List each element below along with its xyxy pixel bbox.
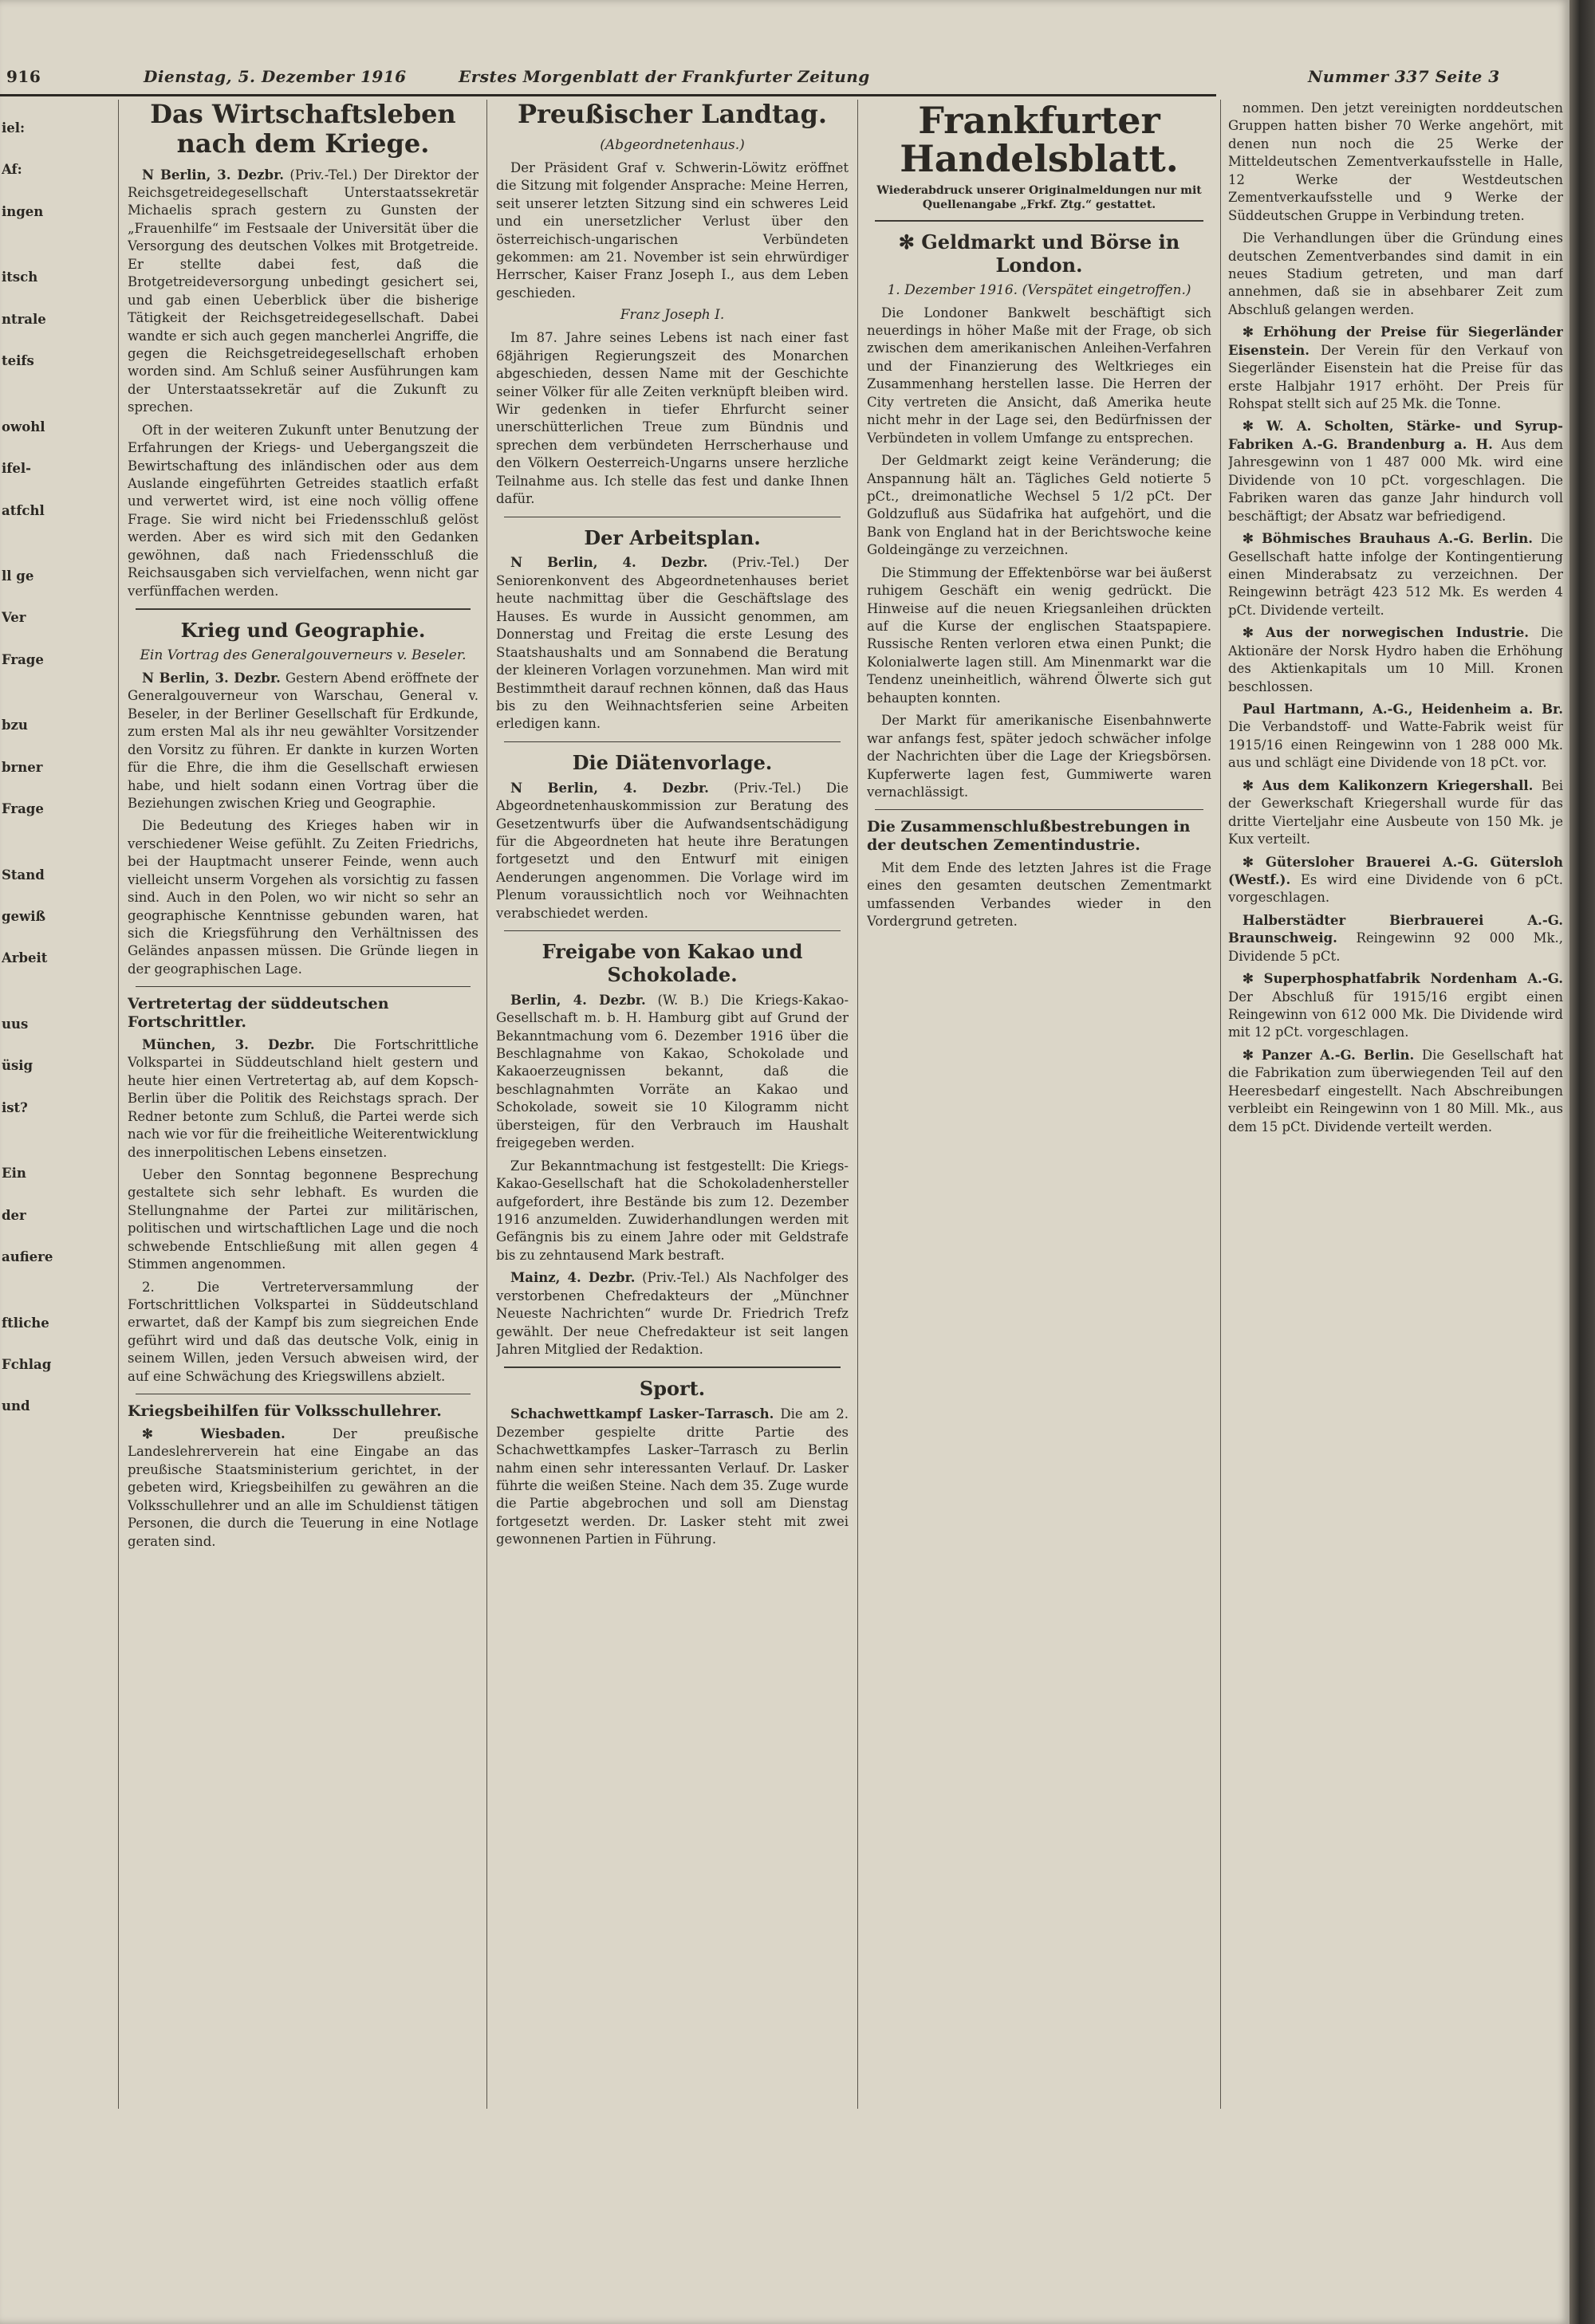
article-paragraph: Der Präsident Graf v. Schwerin-Löwitz eröffnet die Sitzung mit folgender Ansprache: Meine Herren, seit unserer letzten Sitzung sind ein schweres Leid und ein unersetzlicher Verlust über den österreichisch-ungarischen Verbündeten gekommen: am 21. November ist sein ehrwürdiger Herrscher, Kaiser Franz Joseph I., aus dem Leben geschieden. — [496, 159, 849, 301]
company-name: ✻ Superphosphatfabrik Nordenham A.-G. — [1243, 971, 1563, 987]
section-divider — [504, 930, 841, 931]
article-paragraph — [128, 1425, 478, 1551]
dateline: N Berlin, 4. Dezbr. — [510, 555, 708, 571]
text-fragment: Frage — [2, 651, 44, 667]
article-headline: Das Wirtschaftsleben nach dem Kriege. — [150, 100, 456, 159]
text-fragment: üsig — [2, 1058, 33, 1074]
article-paragraph: Der Markt für amerikanische Eisenbahnwerte war anfangs fest, später jedoch schwächer infolge der Nachrichten über die Lage der Kriegsbörsen. Kupferwerte lagen fest, Gummiwerte waren vernachlässigt. — [867, 713, 1211, 800]
business-item — [1228, 1047, 1563, 1136]
article-paragraph: Die Bedeutung des Krieges haben wir in verschiedener Weise gefühlt. Zu Zeiten Friedrichs, bei der Hauptmacht unserer Feinde, wenn auch vielleicht unserm Vorgehen als vorsichtig zu fassen sind. Auch in den Polen, wo wir nicht so sehr an geographische Kenntnisse gebunden waren, hat sich die Kriegsführung den Verhältnissen des Geländes anpassen müssen. Die Gründe liegen in der geographischen Lage. — [128, 818, 478, 977]
text-fragment: gewiß — [2, 909, 46, 924]
text-fragment: atfchl — [2, 502, 45, 518]
text-fragment: Af: — [2, 162, 22, 178]
column-rule — [857, 100, 858, 2109]
paragraph-text: Gestern Abend eröffnete der Generalgouverneur von Warschau, General v. Beseler, in der Berliner Gesellschaft für Erdkunde, zum ersten Mal als ihr neu gewählter Vorsitzender den Vorsitz zu führen. Er dankte in kurzen Worten für die Ehre, die ihm die Gesellschaft erwiesen habe, und hielt sodann einen Vortrag über die Beziehungen zwischen Krieg und Geographie. — [128, 670, 478, 811]
business-item — [1228, 324, 1563, 413]
section-divider — [504, 741, 841, 742]
article-subheading: (Abgeordnetenhaus.) — [600, 136, 745, 153]
text-fragment: Frage — [2, 801, 44, 817]
article-paragraph: Zur Bekanntmachung ist festgestellt: Die Kriegs-Kakao-Gesellschaft hat die Schokoladenhersteller aufgefordert, ihre Bestände bis zum 12. Dezember 1916 anzumelden. Zuwiderhandlungen werden mit Gefängnis bis zu einem Jahre oder mit Geldstrafe bis zu zehntausend Mark bestraft. — [496, 1158, 849, 1263]
paragraph-text: Die Fortschrittliche Volkspartei in Süddeutschland hielt gestern und heute hier einen Vertretertag ab, auf dem Kopsch-Berlin über die Politik des Reichstags sprach. Der Redner betonte zum Schluß, die Partei werde sich nach wie vor für die freiheitliche Weiterentwicklung des innerpolitischen Lebens einsetzen. — [128, 1036, 478, 1160]
section-divider — [136, 608, 471, 610]
column-4 — [1228, 100, 1563, 2117]
article-paragraph — [496, 992, 849, 1153]
column-2 — [496, 100, 849, 2117]
item-text: Die Verbandstoff- und Watte-Fabrik weist für 1915/16 einen Reingewinn von 1 288 000 Mk. aus und schlägt eine Dividende von 18 pCt. vor. — [1228, 719, 1563, 771]
article-paragraph — [128, 167, 478, 417]
header-rule — [0, 94, 1216, 96]
item-text: Es wird eine Dividende von 6 pCt. vorgeschlagen. — [1228, 871, 1563, 906]
item-text: Der Abschluß für 1915/16 ergibt einen Reingewinn von 612 000 Mk. Die Dividende wird mit 12 pCt. vorgeschlagen. — [1228, 989, 1563, 1040]
business-item — [1228, 530, 1563, 619]
article-headline: Die Diätenvorlage. — [572, 750, 773, 774]
business-item — [1228, 777, 1563, 849]
column-rule — [486, 100, 487, 2109]
edition-name: Erstes Morgenblatt der Frankfurter Zeitung — [459, 67, 870, 86]
running-head — [0, 67, 1563, 91]
section-divider — [875, 809, 1203, 810]
text-fragment: iel: — [2, 120, 26, 136]
article-paragraph — [496, 1406, 849, 1549]
article-headline: Der Arbeitsplan. — [584, 525, 761, 549]
page-number-right: Nummer 337 Seite 3 — [1308, 67, 1500, 86]
company-name: Halberstädter Bierbrauerei A.-G. Braunschweig. — [1228, 912, 1563, 946]
company-name: ✻ Aus dem Kalikonzern Kriegershall. — [1243, 777, 1534, 793]
text-fragment: ist? — [2, 1099, 28, 1115]
source-tag: (Priv.-Tel.) — [289, 167, 358, 183]
dateline: ✻ Wiesbaden. — [142, 1426, 286, 1442]
text-fragment: ingen — [2, 203, 44, 219]
article-subheading: Ein Vortrag des Generalgouverneurs v. Beseler. — [140, 647, 467, 663]
source-tag: (Priv.-Tel.) — [733, 780, 801, 796]
text-fragment: Arbeit — [2, 950, 48, 966]
article-paragraph — [496, 780, 849, 923]
article-headline: Preußischer Landtag. — [517, 100, 828, 129]
page-number-left: 916 — [6, 67, 41, 86]
source-tag: (Priv.-Tel.) — [731, 555, 800, 571]
section-masthead: Frankfurter Handelsblatt. — [900, 100, 1179, 181]
article-paragraph: Oft in der weiteren Zukunft unter Benutzung der Erfahrungen der Kriegs- und Uebergangszeit die Bewirtschaftung des inländischen oder aus dem Auslande eingeführten Getreides staatlich erfaßt und verwertet wird, ist eine noch völlig offene Frage. Sie wird nicht bei Friedensschluß gelöst werden. Aber es wird sich mit den Gedanken gewöhnen, daß nach Friedensschluß die Reichsausgaben sich vervielfachen, wenn nicht gar verfünffachen werden. — [128, 422, 478, 599]
source-tag: (Priv.-Tel.) — [642, 1270, 710, 1286]
text-fragment: ntrale — [2, 311, 46, 327]
paragraph-text: Der Direktor der Reichsgetreidegesellschaft Unterstaatssekretär Michaelis sprach gestern zu Gunsten der „Frauenhilfe“ im Festsaale der Universität über die Versorgung des deutschen Volkes mit Brotgetreide. Er stellte dabei fest, daß die Brotgetreideversorgung unbedingt gesichert sei, und gab einen Ueberblick über die bisherige Tätigkeit der Reichsgetreidegesellschaft. Dabei wandte er sich auch gegen mancherlei Angriffe, die gegen die Reichsgetreidegesellschaft erhoben worden sind. Am Schluß seiner Ausführungen kam der Unterstaatssekretär auf die Zukunft zu sprechen. — [128, 167, 478, 415]
article-paragraph — [128, 670, 478, 813]
item-text: Bei der Gewerkschaft Kriegershall wurde für das dritte Vierteljahr eine Ausbeute von 150 Mk. je Kux verteilt. — [1228, 777, 1563, 847]
paragraph-text: Der preußische Landeslehrerverein hat eine Eingabe an das preußische Staatsministerium gerichtet, in der gebeten wird, Kriegsbeihilfen zu gewähren an die Volksschullehrer und an alle im Schuldienst tätigen Personen, die durch die Teuerung in eine Notlage geraten sind. — [128, 1426, 478, 1549]
article-paragraph: 2. Die Vertreterversammlung der Fortschrittlichen Volkspartei in Süddeutschland erwartet, daß der Kampf bis zum siegreichen Ende geführt wird und daß das deutsche Volk, einig in seinem Willen, jeden Versuch abweisen wird, der auf eine Schwächung des Kriegswillens abzielt. — [128, 1279, 478, 1384]
article-paragraph: Die Verhandlungen über die Gründung eines deutschen Zementverbandes sind damit in ein neues Stadium getreten, und man darf annehmen, daß sie in absehbarer Zeit zum Abschluß gelangen werden. — [1228, 230, 1563, 317]
paragraph-text: Die am 2. Dezember gespielte dritte Partie des Schachwettkampfes Lasker–Tarrasch zu Berlin nahm einen sehr interessanten Verlauf. Dr. Lasker führte die weißen Steine. Nach dem 35. Zuge wurde die Partie abgebrochen und soll am Dienstag fortgesetzt werden. Dr. Lasker steht mit zwei gewonnenen Partien in Führung. — [496, 1406, 849, 1547]
article-headline: Sport. — [639, 1377, 706, 1401]
dateline: N Berlin, 3. Dezbr. — [142, 167, 284, 183]
text-fragment: brner — [2, 759, 43, 775]
company-name: ✻ Erhöhung der Preise für Siegerländer Eisenstein. — [1228, 324, 1563, 358]
dateline: N Berlin, 3. Dezbr. — [142, 670, 281, 686]
article-paragraph — [496, 554, 849, 733]
source-tag: (W. B.) — [657, 992, 709, 1008]
paragraph-text: Der Seniorenkonvent des Abgeordnetenhauses beriet heute nachmittag über die Geschäftslage des Hauses. Es wurde in Aussicht genommen, am Donnerstag und Freitag die erste Lesung des Staatshaushalts und am Sonnabend die Beratung der kleineren Vorlagen vorzunehmen. Man wird mit Bestimmtheit darauf rechnen können, daß das Haus bis zu den Weihnachtsferien seine Arbeiten erledigen kann. — [496, 555, 849, 732]
cropped-left-column — [2, 120, 113, 2113]
business-item — [1228, 970, 1563, 1042]
article-headline: ✻ Geldmarkt und Börse in London. — [898, 230, 1180, 277]
column-1 — [128, 100, 478, 2117]
text-fragment: ifel- — [2, 461, 31, 477]
text-fragment: Stand — [2, 867, 45, 883]
issue-date: Dienstag, 5. Dezember 1916 — [144, 67, 407, 86]
text-fragment: teifs — [2, 353, 34, 369]
business-item — [1228, 624, 1563, 696]
text-fragment: bzu — [2, 718, 28, 733]
text-fragment: itsch — [2, 269, 38, 285]
text-fragment: und — [2, 1398, 30, 1414]
article-headline: Vertretertag der süddeutschen Fortschrittler. — [128, 995, 389, 1032]
reprint-notice: Wiederabdruck unserer Originalmeldungen nur mit Quellenangabe „Frkf. Ztg.“ gestattet. — [876, 183, 1202, 211]
inline-heading: Franz Joseph I. — [620, 307, 725, 324]
item-text: Die Gesellschaft hatte infolge der Kontingentierung einen Minderabsatz zu verzeichnen. Der Reingewinn beträgt 423 512 Mk. Es werden 4 pCt. Dividende verteilt. — [1228, 531, 1563, 618]
article-paragraph: Ueber den Sonntag begonnene Besprechung gestaltete sich sehr lebhaft. Es wurden die Stellungnahme der Partei zur militärischen, politischen und wirtschaftlichen Lage und die noch schwebende Entschließung mit allen gegen 4 Stimmen angenommen. — [128, 1166, 478, 1272]
company-name: Paul Hartmann, A.-G., Heidenheim a. Br. — [1243, 702, 1563, 717]
text-fragment: uus — [2, 1016, 29, 1032]
text-fragment: ftliche — [2, 1315, 49, 1331]
text-fragment: ll ge — [2, 568, 34, 584]
article-paragraph — [128, 1036, 478, 1162]
item-text: Reingewinn 92 000 Mk., Dividende 5 pCt. — [1228, 930, 1563, 964]
article-paragraph: Die Londoner Bankwelt beschäftigt sich neuerdings in höher Maße mit der Frage, ob sich zwischen dem amerikanischen Anleihen-Verfahren und der Finanzierung des Weltkrieges ein Zusammenhang herstellen lasse. Die Herren der City vertreten die Ansicht, daß Amerika heute nicht mehr in der Lage sei, den Bedürfnissen der Verbündeten in vollem Umfange zu entsprechen. — [867, 305, 1211, 446]
company-name: ✻ Aus der norwegischen Industrie. — [1243, 625, 1529, 641]
text-fragment: Fchlag — [2, 1356, 52, 1372]
company-name: ✻ W. A. Scholten, Stärke- und Syrup-Fabriken A.-G. Brandenburg a. H. — [1228, 419, 1563, 452]
column-3 — [867, 100, 1211, 2117]
dateline: München, 3. Dezbr. — [142, 1036, 315, 1052]
item-text: Die Gesellschaft hat die Fabrikation zum überwiegenden Teil auf den Heeresbedarf eingestellt. Nach Abschreibungen verbleibt ein Reingewinn von 1 80 Mill. Mk., aus dem 15 pCt. Dividende verteilt werden. — [1228, 1047, 1563, 1134]
article-paragraph — [496, 1269, 849, 1359]
article-headline: Freigabe von Kakao und Schokolade. — [542, 940, 803, 986]
article-headline: Die Zusammenschlußbestrebungen in der deutschen Zementindustrie. — [867, 818, 1191, 855]
article-headline: Kriegsbeihilfen für Volksschullehrer. — [128, 1402, 442, 1421]
section-divider — [875, 220, 1203, 222]
business-item — [1228, 701, 1563, 773]
item-text: Die Aktionäre der Norsk Hydro haben die Erhöhung des Aktienkapitals um 10 Mill. Kronen beschlossen. — [1228, 625, 1563, 694]
text-fragment: Ver — [2, 610, 26, 626]
article-paragraph: Der Geldmarkt zeigt keine Veränderung; die Anspannung hält an. Tägliches Geld notierte 5 pCt., dreimonatliche Wechsel 5 1/2 pCt. Der Goldzufluß aus Südafrika hat aufgehört, und die Bank von England hat in der Berichtswoche keine Goldeingänge zu verzeichnen. — [867, 453, 1211, 558]
article-paragraph: nommen. Den jetzt vereinigten norddeutschen Gruppen hatten bisher 70 Werke angehört, mit denen nun noch die 25 Werke der Mitteldeutschen Zementverkaufsstelle in Halle, 12 Werke der Westdeutschen Zementverkaufsstelle und 9 Werke der Süddeutschen Gruppe in Verbindung treten. — [1228, 100, 1563, 223]
column-rule — [1220, 100, 1221, 2109]
article-paragraph: Die Stimmung der Effektenbörse war bei äußerst ruhigem Geschäft ein wenig gedrückt. Die Hinweise auf die neuen Kriegsanleihen drückten auf die Kurse der englischen Staatspapiere. Russische Renten verloren etwa einen Punkt; die Kolonialwerte lagen still. Am Minenmarkt war die Tendenz uneinheitlich, während Ölwerte sich gut behaupten konnten. — [867, 564, 1211, 706]
paragraph-text: Als Nachfolger des verstorbenen Chefredakteurs der „Münchner Neueste Nachrichten“ wurde Dr. Friedrich Trefz gewählt. Der neue Chefredakteur ist seit langen Jahren Mitglied der Redaktion. — [496, 1270, 849, 1358]
text-fragment: Ein — [2, 1166, 26, 1182]
business-item — [1228, 418, 1563, 525]
article-headline: Krieg und Geographie. — [180, 619, 426, 643]
article-paragraph: Im 87. Jahre seines Lebens ist nach einer fast 68jährigen Regierungszeit des Monarchen abgeschieden, dessen Name mit der Geschichte seiner Völker für alle Zeiten verknüpft bleiben wird. Wir gedenken in tiefer Ehrfurcht seiner unerschütterlichen Treue zum Bündnis und sprechen dem verbündeten Herrscherhause und den Völkern Oesterreich-Ungarns unsere herzliche Teilnahme aus. Ich stelle das fest und danke Ihnen dafür. — [496, 330, 849, 507]
company-name: ✻ Panzer A.-G. Berlin. — [1243, 1047, 1415, 1063]
dateline: Berlin, 4. Dezbr. — [510, 992, 646, 1008]
item-text: Aus dem Jahresgewinn von 1 487 000 Mk. wird eine Dividende von 10 pCt. vorgeschlagen. Die Fabriken waren das ganze Jahr hindurch voll beschäftigt; der Absatz war befriedigend. — [1228, 436, 1563, 524]
business-item — [1228, 912, 1563, 965]
column-rule — [118, 100, 119, 2109]
paragraph-text: Die Abgeordnetenhauskommission zur Beratung des Gesetzentwurfs über die Aufwandsentschädigung für die Abgeordneten hat heute ihre Beratungen fortgesetzt und den Entwurf mit einigen Aenderungen angenommen. Die Vorlage wird im Plenum voraussichtlich noch vor Weihnachten verabschiedet werden. — [496, 780, 849, 921]
section-divider — [136, 986, 471, 987]
section-divider — [504, 1366, 841, 1368]
text-fragment: owohl — [2, 419, 45, 435]
article-subheading: 1. Dezember 1916. (Verspätet eingetroffen.) — [887, 281, 1191, 298]
dateline: Mainz, 4. Dezbr. — [510, 1270, 636, 1286]
left-fragment-list — [2, 120, 113, 1416]
company-name: ✻ Böhmisches Brauhaus A.-G. Berlin. — [1243, 531, 1533, 547]
item-lead: Schachwettkampf Lasker–Tarrasch. — [510, 1406, 774, 1422]
article-paragraph: Mit dem Ende des letzten Jahres ist die Frage eines den gesamten deutschen Zementmarkt umfassenden Verbandes wieder in den Vordergrund getreten. — [867, 859, 1211, 930]
item-text: Der Verein für den Verkauf von Siegerländer Eisenstein hat die Preise für das erste Halbjahr 1917 erhöht. Der Preis für Rohspat stellt sich auf 25 Mk. die Tonne. — [1228, 342, 1563, 411]
dateline: N Berlin, 4. Dezbr. — [510, 780, 709, 796]
business-item — [1228, 854, 1563, 907]
text-fragment: aufiere — [2, 1249, 53, 1265]
page-edge-shadow — [1569, 0, 1595, 2324]
paragraph-text: Die Kriegs-Kakao-Gesellschaft m. b. H. Hamburg gibt auf Grund der Bekanntmachung vom 6. Dezember 1916 über die Beschlagnahme von Kakao, Schokolade und Kakaoerzeugnissen bekannt, daß die beschlagnahmten Vorräte an Kakao und Schokolade, soweit sie 10 Kilogramm nicht übersteigen, für den Verbrauch im Haushalt freigegeben werden. — [496, 992, 849, 1151]
text-fragment: der — [2, 1207, 26, 1223]
company-name: ✻ Gütersloher Brauerei A.-G. Gütersloh (Westf.). — [1228, 854, 1563, 887]
